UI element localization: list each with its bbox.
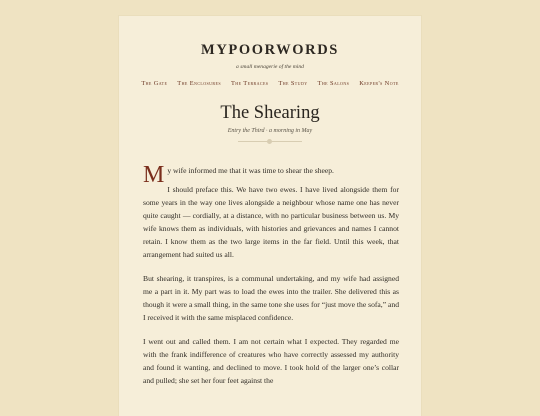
- paragraph-first: [143, 162, 399, 188]
- divider-dot: [267, 139, 272, 144]
- main-nav: [135, 77, 405, 91]
- article-title: The Shearing: [220, 103, 320, 123]
- page-sheet: [119, 16, 421, 416]
- paragraph: I should preface this. We have two ewes. I have lived alongside them for some years in the way one lives alongside a neighbour whose name one has never quite caught — cordially, at a distance, with no particular business between us. My wife knows them as individuals, with histories and grievances and names I cannot retain. I know them as the two large items in the far field. Until this week, that arrangement had suited us all.: [143, 185, 399, 259]
- nav-item-the-terraces[interactable]: The Terraces: [230, 80, 269, 87]
- article-body: [143, 164, 399, 398]
- nav-item-the-salons[interactable]: The Salons: [317, 80, 350, 87]
- nav-item-the-enclosures[interactable]: The Enclosures: [177, 80, 221, 87]
- site-tagline: a small menagerie of the mind: [236, 64, 304, 70]
- paragraph-first-text: y wife informed me that it was time to shear the sheep.: [167, 166, 334, 175]
- entry-meta: Entry the Third · a morning in May: [227, 128, 313, 134]
- ornament-divider: [238, 138, 302, 145]
- paragraph: I went out and called them. I am not certain what I expected. They regarded me with the frank indifference of creatures who have correctly assessed my authority and found it wanting, and declined to move. I took hold of the larger one’s collar and pulled; she set her four feet against the: [143, 337, 399, 385]
- site-title[interactable]: MYPOORWORDS: [201, 42, 339, 58]
- site-header: [119, 16, 421, 91]
- drop-cap: M: [143, 162, 165, 188]
- article-header: [119, 102, 421, 145]
- nav-item-the-gate[interactable]: The Gate: [141, 80, 168, 87]
- paragraph: But shearing, it transpires, is a communal undertaking, and my wife had assigned me a part in it. My part was to load the ewes into the trailer. She delivered this as though it were a small thing, in the same tone she uses for “just move the sofa,” and I received it with the same misplaced confidence.: [143, 274, 399, 322]
- nav-item-the-study[interactable]: The Study: [278, 80, 308, 87]
- nav-item-keepers-note[interactable]: Keeper's Note: [359, 80, 399, 87]
